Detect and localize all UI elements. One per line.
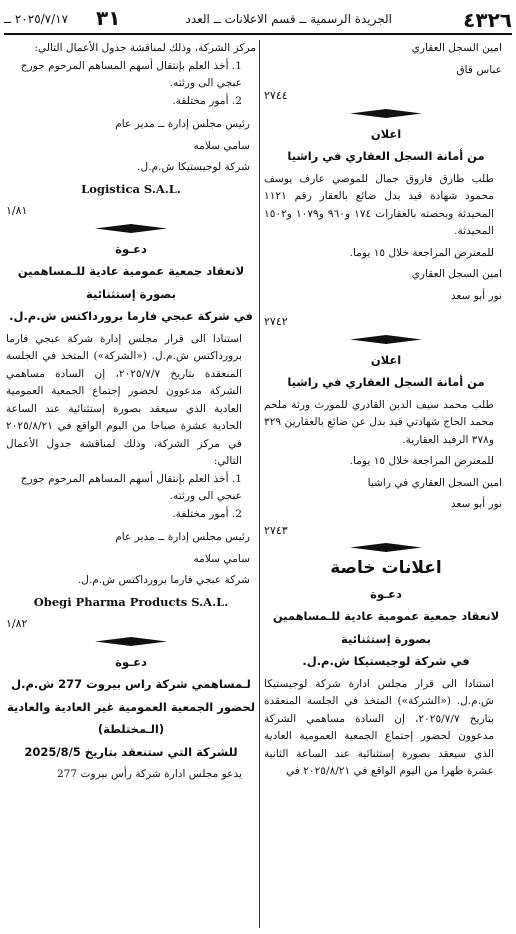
- notice-number: ٢٧٤٢: [264, 315, 288, 328]
- company-latin-name: Logistica S.A.L.: [81, 181, 181, 196]
- ornamental-divider-icon: [350, 109, 422, 118]
- company-signature: شركة لوجيستيكا ش.م.ل.: [137, 161, 250, 173]
- right-column: [264, 40, 508, 934]
- notice-objection: للمعترض المراجعة خلال ١٥ يوما.: [349, 455, 494, 467]
- notice-number: ٢٧٤٤: [264, 89, 288, 102]
- signature-title: رئيس مجلس إدارة ــ مدير عام: [115, 531, 250, 543]
- left-column: [6, 40, 256, 934]
- ornamental-divider-icon: [350, 543, 422, 552]
- notice-body: مركز الشركة، وذلك لمناقشة جدول الأعمال التالي:: [34, 42, 256, 54]
- signature-title: امين السجل العقاري: [411, 268, 502, 280]
- notice-body: استنادا الى قرار مجلس إدارة شركة عبجي فارما برورداكتس ش.م.ل. («الشركة») المتخذ في الجلسة المنعقدة بتاريخ ٢٠٢٥/٧/٧، إن السادة مساهمي الشركة مدعوون لحضور إجتماع الجمعية العمومية العادية الذي سيعقد بصورة إستثنائية عند الساعة الحادية عشرة صباحا من اليوم الواقع في ٢٠٢٥/٨/٢١ في مركز الشركة، وذلك لمناقشة جدول الأعمال التالي:: [6, 332, 242, 467]
- notice-subheading: (الـمختلطة): [97, 722, 165, 736]
- ornamental-divider-icon: [95, 637, 167, 646]
- publication-title: الجريدة الرسمية ــ قسم الاعلانات ــ العدد: [185, 12, 392, 26]
- notice-subheading: بصورة إستثنائية: [86, 286, 176, 301]
- notice-number: ٢٧٤٣: [264, 523, 288, 537]
- notice-objection: للمعترض المراجعة خلال ١٥ يوما.: [349, 246, 494, 259]
- notice-number: ١/٨١: [6, 204, 28, 217]
- agenda-item: 2. أمور مختلفة.: [172, 507, 242, 520]
- notice-subheading: لانعقاد جمعية عمومية عادية للـمساهمين: [17, 264, 245, 278]
- notice-heading: دعـوة: [115, 241, 147, 256]
- signature-name: سامي سلامه: [193, 552, 250, 565]
- section-title: اعلانات خاصة: [330, 558, 442, 578]
- notice-subheading: لانعقاد جمعية عمومية عادية للـمساهمين: [272, 609, 500, 623]
- notice-subheading: بصورة إستثنائية: [341, 631, 431, 646]
- ornamental-divider-icon: [95, 224, 167, 233]
- issue-number: ٣١: [96, 6, 121, 30]
- notice-number: ١/٨٢: [6, 617, 28, 630]
- agenda-item: 1. أخذ العلم بإنتقال أسهم المساهم المرحوم جورج عبجي الى ورثته.: [20, 59, 242, 89]
- meeting-date-line: للشركة التي ستنعقد بتاريخ 2025/8/5: [24, 744, 238, 759]
- signature-title: امين السجل العقاري في راشيا: [367, 476, 502, 489]
- header-rule: [4, 33, 512, 35]
- signature-name: نور أبو سعد: [450, 289, 502, 302]
- company-name: في شركة عبجي فارما برورداكتس ش.م.ل.: [9, 309, 253, 323]
- notice-heading: دعـوة: [115, 654, 147, 669]
- notice-heading: دعـوة: [370, 586, 402, 601]
- company-signature: شركة عبجي فارما برورداكتس ش.م.ل.: [77, 574, 250, 586]
- page-number: ٤٣٢٦: [463, 8, 512, 32]
- agenda-item: 1. أخذ العلم بإنتقال أسهم المساهم المرحوم جورج عبجي الى ورثته.: [20, 472, 242, 502]
- signature-name: عباس قاق: [456, 63, 502, 76]
- column-divider: [259, 40, 260, 928]
- signature-name: سامي سلامه: [193, 139, 250, 152]
- company-latin-name: Obegi Pharma Products S.A.L.: [33, 594, 229, 609]
- signature-name: نور أبو سعد: [450, 498, 502, 510]
- notice-subheading: من أمانة السجل العقاري في راشيا: [287, 149, 485, 163]
- signature-title: رئيس مجلس إدارة ــ مدير عام: [115, 118, 250, 130]
- notice-subheading: من أمانة السجل العقاري في راشيا: [287, 375, 485, 389]
- signature-title: امين السجل العقاري: [411, 42, 502, 54]
- company-name: في شركة لوجيستيكا ش.م.ل.: [302, 654, 470, 668]
- notice-subheading: لـمساهمي شركة راس بيروت 277 ش.م.ل: [11, 677, 251, 691]
- notice-body: استنادا الى قرار مجلس ادارة شركة لوجيستيكا ش.م.ل. («الشركة») المتخذ في الجلسة المنعقدة بتاريخ ٢٠٢٥/٧/٧، إن السادة مساهمي الشركة مدعوون لحضور إجتماع الجمعية العمومية العادية الذي سيعقد بصورة إستثنائية عند الساعة الثانية عشرة ظهرا من اليوم الواقع في ٢٠٢٥/٨/٢١ في: [264, 677, 494, 777]
- notice-heading: اعلان: [370, 126, 402, 141]
- notice-subheading: لحضور الجمعية العمومية غير العادية والعادية: [6, 699, 256, 714]
- ornamental-divider-icon: [350, 335, 422, 344]
- notice-body: طلب محمد سيف الدين القادري للمورث ورثة ملحم محمد الحاج شهادتي قيد بدل عن ضائع بالعقارين ٣٢٩ و٣٧٨ الرفيد العقارية.: [264, 398, 494, 446]
- page-header: [4, 6, 512, 32]
- notice-heading: اعلان: [370, 352, 402, 367]
- agenda-item: 2. أمور مختلفة.: [172, 94, 242, 107]
- notice-body: يدعو مجلس ادارة شركة رأس بيروت 277: [56, 768, 242, 780]
- notice-body: طلب طارق فاروق جمال للموصي عارف يوسف محمود شهادة قيد بدل ضائع بالعقار رقم ١١٢١ المحيدثة وبحصته بالعقارات ١٧٤ و٩٦٠ و١٠٧٩ و١٥٠٢ المحيدثة.: [264, 172, 494, 237]
- issue-date: ٢٠٢٥/٧/١٧ ــ: [4, 12, 69, 26]
